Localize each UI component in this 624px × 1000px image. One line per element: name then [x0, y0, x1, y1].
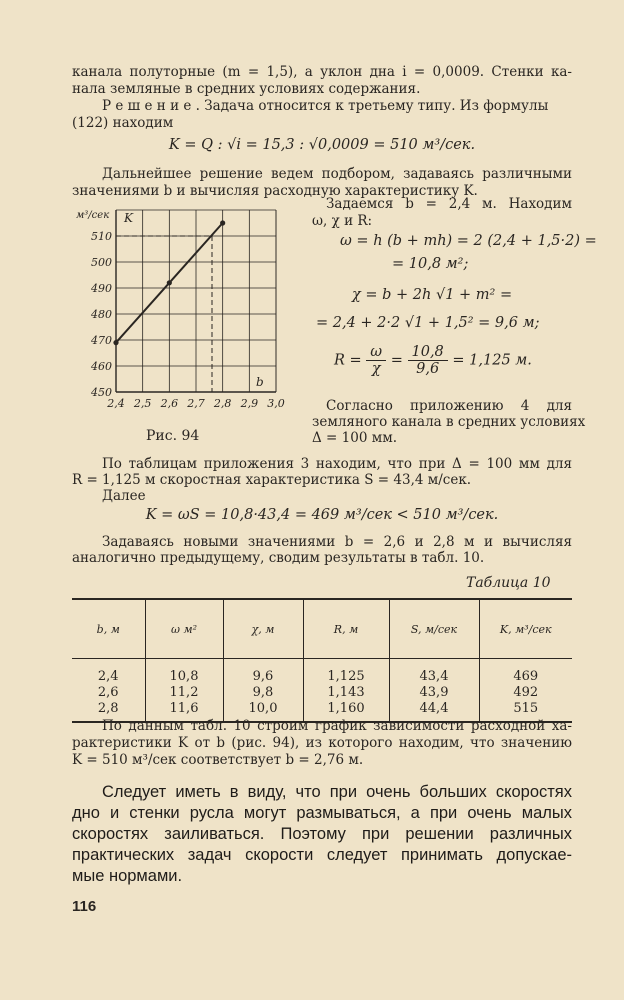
y-axis-unit: м³/сек: [76, 210, 110, 221]
table-title: Таблица 10: [466, 575, 551, 591]
y-tick-label: 490: [91, 282, 112, 295]
table-header-cell: R, м: [303, 599, 389, 659]
solution-text: Задача относится к третьему типу. Из формулы: [199, 98, 549, 114]
paragraph-line: По данным табл. 10 строим график зависимости расходной ха-: [102, 718, 572, 734]
paragraph-line: Задаемся b = 2,4 м. Находим: [326, 196, 572, 212]
paragraph-line: земляного канала в средних условиях: [312, 414, 586, 430]
x-tick-label: 2,7: [187, 397, 205, 410]
paragraph-line: Задаваясь новыми значениями b = 2,6 и 2,8 м и вычисляя: [102, 534, 572, 550]
note-line: практических задач скорости следует принимать допускае-: [72, 846, 572, 864]
y-axis-label: K: [124, 211, 133, 225]
x-tick-label: 2,6: [160, 397, 179, 410]
formula-chi-result: = 2,4 + 2·2 √1 + 1,5² = 9,6 м;: [316, 315, 540, 331]
figure-caption: Рис. 94: [146, 428, 200, 444]
paragraph-line: [102, 98, 548, 115]
table-cell: 2,4: [97, 669, 119, 684]
formula-chi: χ = b + 2h √1 + m² =: [352, 287, 513, 303]
table-cell: 44,4: [389, 701, 479, 722]
table-header-cell: S, м/сек: [389, 599, 479, 659]
y-tick-label: 460: [91, 360, 112, 373]
table-cell: 1,143: [303, 685, 389, 701]
x-tick-label: 2,5: [133, 397, 152, 410]
formula-omega-result: = 10,8 м²;: [392, 256, 469, 272]
paragraph-line: нала земляные в средних условиях содержания.: [72, 81, 421, 97]
note-line: скоростях заиливаться. Поэтому при решении различных: [72, 825, 572, 843]
table-cell: 9,6: [223, 659, 303, 686]
data-point: [113, 340, 118, 345]
x-tick-label: 2,4: [107, 397, 125, 410]
table-cell: 11,6: [145, 701, 223, 722]
table-cell: 2,6: [97, 685, 119, 700]
table-header-cell: χ, м: [223, 599, 303, 659]
page-number: 116: [72, 898, 97, 915]
solution-lead: Р е ш е н и е .: [102, 98, 200, 114]
paragraph-line: Дальнейшее решение ведем подбором, задаваясь различными: [102, 166, 572, 182]
paragraph-line: K = 510 м³/сек соответствует b = 2,76 м.: [72, 752, 364, 768]
paragraph-line: По таблицам приложения 3 находим, что при Δ = 100 мм для: [102, 456, 572, 472]
table-cell: 469: [479, 659, 572, 686]
table-header-row: [72, 599, 572, 659]
paragraph-line: (122) находим: [72, 115, 174, 131]
x-tick-label: 3,0: [267, 397, 285, 410]
table-header-cell: b, м: [72, 599, 145, 659]
y-tick-label: 470: [91, 334, 112, 347]
data-point: [220, 220, 225, 225]
paragraph-line: значениями b и вычисляя расходную характеристику K.: [72, 183, 478, 199]
y-tick-label: 450: [91, 386, 112, 399]
data-point: [167, 280, 172, 285]
table-row: [72, 685, 572, 701]
paragraph-line: канала полуторные (m = 1,5), а уклон дна i = 0,0009. Стенки ка-: [72, 64, 572, 80]
table-header-cell: ω м²: [145, 599, 223, 659]
note-line: мые нормами.: [72, 867, 183, 885]
x-tick-label: 2,9: [240, 397, 259, 410]
paragraph-line: рактеристики K от b (рис. 94), из которого находим, что значению: [72, 735, 572, 751]
table-cell: 1,125: [303, 659, 389, 686]
formula-omega: ω = h (b + mh) = 2 (2,4 + 1,5·2) =: [340, 233, 597, 249]
table-cell: 9,8: [223, 685, 303, 701]
table-cell: 515: [479, 701, 572, 722]
paragraph-line: аналогично предыдущему, сводим результаты в табл. 10.: [72, 550, 485, 566]
table-cell: 11,2: [145, 685, 223, 701]
x-tick-label: 2,8: [213, 397, 232, 410]
y-tick-label: 480: [91, 308, 112, 321]
table-cell: 43,9: [389, 685, 479, 701]
formula-k: K = Q : √i = 15,3 : √0,0009 = 510 м³/сек.: [168, 137, 476, 153]
figure-94-chart: [76, 198, 302, 416]
paragraph-line: Согласно приложению 4 для: [326, 398, 572, 414]
formula-k-check: K = ωS = 10,8·43,4 = 469 м³/сек < 510 м³/сек.: [145, 507, 499, 523]
table-header-cell: K, м³/сек: [479, 599, 572, 659]
table-cell: 1,160: [303, 701, 389, 722]
table-cell: 43,4: [389, 659, 479, 686]
paragraph-line: ω, χ и R:: [312, 213, 373, 229]
y-tick-label: 500: [91, 256, 112, 269]
table-cell: 2,8: [72, 701, 145, 722]
note-line: дно и стенки русла могут размываться, а при очень малых: [72, 804, 572, 822]
paragraph-line: R = 1,125 м скоростная характеристика S = 43,4 м/сек.: [72, 472, 472, 488]
x-axis-label: b: [256, 375, 264, 389]
formula-r: R = $\frac{\omega}{\chi}$ = $\frac{10,8}{9,6}$ = 1,125 м.: [334, 344, 532, 377]
table-10: [72, 598, 572, 723]
y-tick-label: 510: [91, 230, 112, 243]
paragraph-line: Далее: [102, 488, 146, 504]
paragraph-line: Δ = 100 мм.: [312, 430, 397, 446]
table-cell: 492: [479, 685, 572, 701]
note-line: Следует иметь в виду, что при очень больших скоростях: [102, 783, 572, 801]
table-row: [72, 659, 572, 686]
table-cell: 10,8: [145, 659, 223, 686]
table-cell: 10,0: [223, 701, 303, 722]
